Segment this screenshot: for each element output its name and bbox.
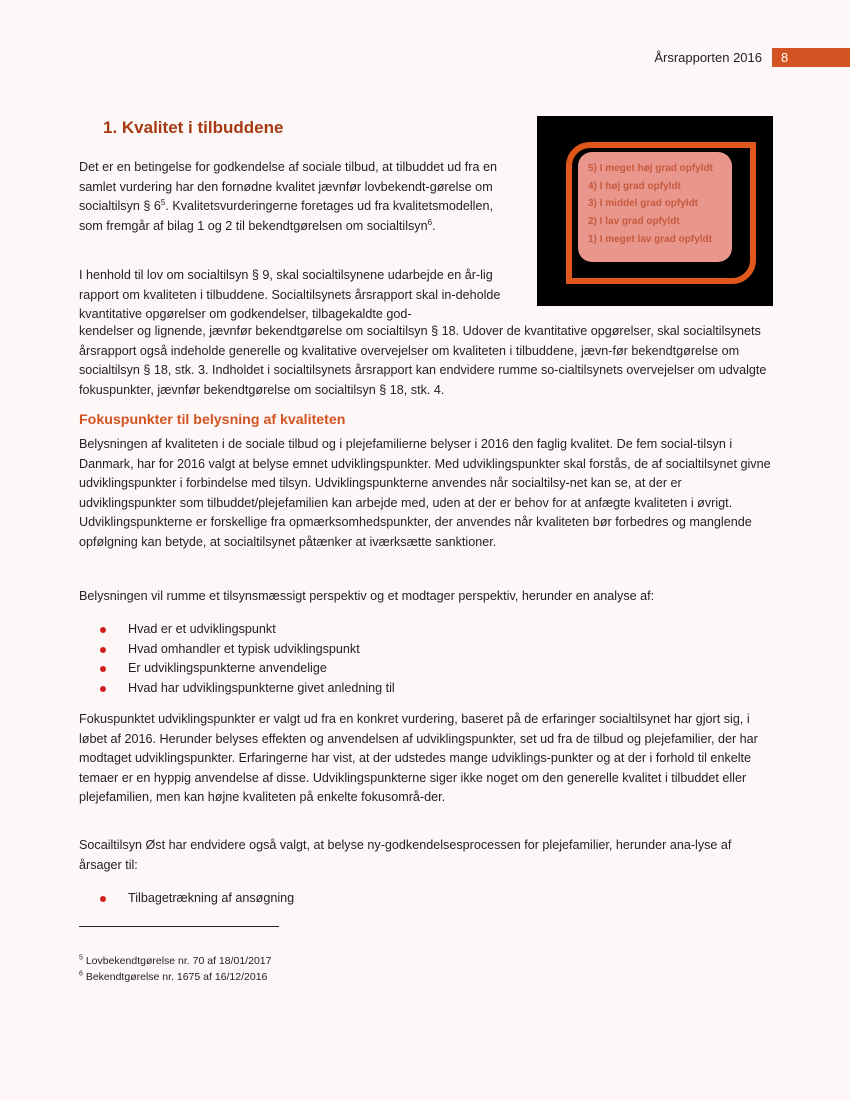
running-header: Årsrapporten 2016 xyxy=(654,50,762,65)
focus-paragraph-3: Fokuspunktet udviklingspunkter er valgt ud fra en konkret vurdering, baseret på de erfaringer socialtilsynet har gjort sig, i løbet af 2016. Herunder belyses effekten og anvendelsen af udviklingspunkter, set ud fra de tilbud og plejefamilier, der har modtaget udviklingspunkter. Erfaringerne har vist, at der udstedes mange udviklings-punkter og at der i forhold til enkelte temaer er en hyppig anvendelse af disse. Udviklingspunkterne siger ikke noget om den generelle kvalitet i tilbuddet eller plejefamilien, men kan højne kvaliteten på enkelte fokusområ-der. xyxy=(79,712,758,804)
bullet-icon xyxy=(100,896,106,902)
scale-item: 3) I middel grad opfyldt xyxy=(588,198,699,210)
quality-scale-figure xyxy=(537,116,773,306)
list-item: Hvad omhandler et typisk udviklingspunkt xyxy=(100,640,395,660)
scale-item: 4) I høj grad opfyldt xyxy=(588,180,681,192)
list-item: Hvad er et udviklingspunkt xyxy=(100,620,395,640)
bullet-icon xyxy=(100,666,106,672)
scale-item: 1) I meget lav grad opfyldt xyxy=(588,233,712,245)
footnotes xyxy=(79,953,271,985)
list-item: Tilbagetrækning af ansøgning xyxy=(100,889,294,909)
intro-paragraph-2-start: I henhold til lov om socialtilsyn § 9, skal socialtilsynene udarbejde en år-lig rapport om kvaliteten i tilbuddene. Socialtilsynets årsrapport skal in-deholde kvantitative opgørelser om godkendelser, tilbagekaldte god- xyxy=(79,268,501,321)
analysis-bullet-list xyxy=(100,620,395,698)
scale-item: 5) I meget høj grad opfyldt xyxy=(588,163,714,174)
footnote-6: $^6$ Bekendtgørelse nr. 1675 af 16/12/2016 xyxy=(79,970,268,983)
bullet-icon xyxy=(100,627,106,633)
focus-paragraph-4: Socailtilsyn Øst har endvidere også valgt, at belyse ny-godkendelsesprocessen for plejefamilier, herunder ana-lyse af årsager til: xyxy=(79,838,732,872)
quality-scale-list xyxy=(588,160,713,249)
subsection-heading: Fokuspunkter til belysning af kvaliteten xyxy=(79,412,346,428)
footnote-5: $^5$ Lovbekendtgørelse nr. 70 af 18/01/2017 xyxy=(79,954,272,967)
page-number: 8 xyxy=(772,48,850,67)
intro-paragraph-2-rest: kendelser og lignende, jævnfør bekendtgørelse om socialtilsyn § 18. Udover de kvantitative opgørelser, skal socialtilsynets årsrapport også indeholde generelle og kvalitative overvejelser om kvaliteten i tilbuddene, jævn-før bekendtgørelse om socialtilsyn § 18, stk. 3. Indholdet i socialtilsynets årsrapport kan endvidere rumme so-cialtilsynets overvejelser om udvalgte fokuspunkter, jævnfør bekendtgørelse om socialtilsyn § 18, stk. 4. xyxy=(79,324,767,397)
bullet-icon xyxy=(100,647,106,653)
list-item: Er udviklingspunkterne anvendelige xyxy=(100,659,395,679)
focus-paragraph-2: Belysningen vil rumme et tilsynsmæssigt perspektiv og et modtager perspektiv, herunder en analyse af: xyxy=(79,589,655,603)
footnote-divider xyxy=(79,926,279,927)
bullet-icon xyxy=(100,686,106,692)
list-item: Hvad har udviklingspunkterne givet anledning til xyxy=(100,679,395,699)
reasons-bullet-list xyxy=(100,889,294,909)
section-heading: 1. Kvalitet i tilbuddene xyxy=(103,118,284,137)
focus-paragraph-1: Belysningen af kvaliteten i de sociale tilbud og i plejefamilierne belyser i 2016 den faglig kvalitet. De fem social-tilsyn i Danmark, har for 2016 valgt at belyse emnet udviklingspunkter. Med udviklingspunkter skal forstås, de af socialtilsynet givne udviklingspunkter i forbindelse med tilsyn. Udviklingspunkterne anvendes når socialtilsy-net kan se, at der er udviklingspunkter som tilbuddet/plejefamilien kan arbejde med, uden at der er behov for at anfægte kvaliteten i øvrigt. Udviklingspunkterne er forskellige fra opmærksomhedspunkter, der anvendes når kvaliteten bør forbedres og manglende opfølgning kan betyde, at socialtilsynet påtænker at iværksætte sanktioner. xyxy=(79,437,771,549)
scale-item: 2) I lav grad opfyldt xyxy=(588,216,680,228)
intro-paragraph-1: Det er en betingelse for godkendelse af sociale tilbud, at tilbuddet ud fra en samlet vurdering har den fornødne kvalitet jævnfør lovbekendt-gørelse om socialtilsyn § $6^5$. Kvalitetsvurderingerne foretages ud fra kvalitetsmodellen, som fremgår af bilag 1 og 2 til bekendtgørelsen om socialtilsyn$^6$. xyxy=(79,160,497,233)
